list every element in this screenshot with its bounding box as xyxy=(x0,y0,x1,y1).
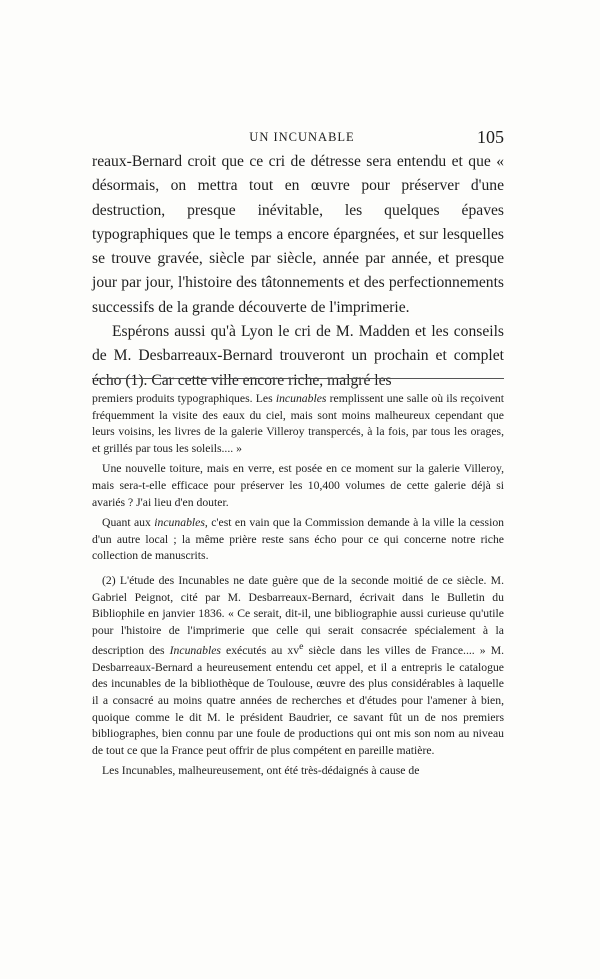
footnote-text: Quant aux xyxy=(102,516,155,530)
footnote-paragraph xyxy=(92,515,504,565)
body-paragraph: Espérons aussi qu'à Lyon le cri de M. Madden et les conseils de M. Desbarreaux-Bernard trouveront un prochain et complet écho (1). Car cette ville encore riche, malgré les xyxy=(92,323,504,389)
footnotes xyxy=(92,391,504,780)
footnote-paragraph xyxy=(92,573,504,759)
footnote-text: siècle dans les villes de France.... » M. Desbarreaux-Bernard a heureusement entendu cet appel, et il a entrepris le catalogue des incunables de la bibliothèque de Toulouse, œuvre des plus considérables à laquelle il a consacré au moins quatre années de recherches et d'études pour l'amener à bien, quoique comme le dit M. le président Baudrier, ce savant fût un de nos premiers bibliographes, bien connu par une foule de productions qui ont mis son nom au niveau de tout ce que la France peut offrir de plus compétent en pareille matière. xyxy=(92,644,505,757)
footnote-paragraph xyxy=(92,391,504,457)
running-title: UN INCUNABLE xyxy=(249,130,355,144)
footnote-text: remplissent une salle où ils reçoivent fréquemment la visite des eaux du ciel, mais sont moins malheureux cependant que leurs voisins, les livres de la galerie Villeroy transpercés, à la fois, par tous les orages, et grillés par tous les soleils.... » xyxy=(92,392,504,455)
footnote-italic: incunables xyxy=(275,392,327,405)
footnote-paragraph: Les Incunables, malheureusement, ont été très-dédaignés à cause de xyxy=(102,764,420,778)
footnote-divider xyxy=(92,378,504,379)
footnote-text: (2) L'étude des Incunables ne date guère que de la seconde moitié de ce siècle. M. Gabriel Peignot, cité par M. Desbarreaux-Bernard, écrivait dans le Bulletin du Bibliophile en janvier 1836. « Ce serait, dit-il, une bibliographie aussi curieuse qu'utile pour l'histoire de l'imprimerie que celle qui serait consacrée spécialement à la description des xyxy=(92,573,504,658)
footnote-italic: Incunables xyxy=(169,644,221,658)
footnote-superscript: e xyxy=(299,641,304,653)
footnote-text: premiers produits typographiques. Les xyxy=(92,392,276,405)
body-paragraph: reaux-Bernard croit que ce cri de détresse sera entendu et que « désormais, on mettra tout en œuvre pour préserver d'une destruction, presque inévitable, les quelques épaves typographiques que le temps a encore épargnées, et sur lesquelles se trouve gravée, siècle par siècle, année par année, et presque jour par jour, l'histoire des tâtonnements et des perfectionnements successifs de la grande découverte de l'imprimerie. xyxy=(92,153,504,316)
page-number: 105 xyxy=(477,127,504,147)
footnote-paragraph: Une nouvelle toiture, mais en verre, est posée en ce moment sur la galerie Villeroy, mais sera-t-elle efficace pour préserver les 10,400 volumes de cette galerie déjà si avariés ? J'ai lieu d'en douter. xyxy=(92,462,504,509)
footnote-text: exécutés au xv xyxy=(220,644,300,658)
main-text xyxy=(92,150,504,393)
footnote-text: , c'est en vain que la Commission demande à la ville la cession d'un autre local ; la même prière reste sans écho pour ce qui concerne notre riche collection de manuscrits. xyxy=(92,516,505,563)
footnote-italic: incunables xyxy=(154,516,205,530)
page-header xyxy=(100,128,504,148)
